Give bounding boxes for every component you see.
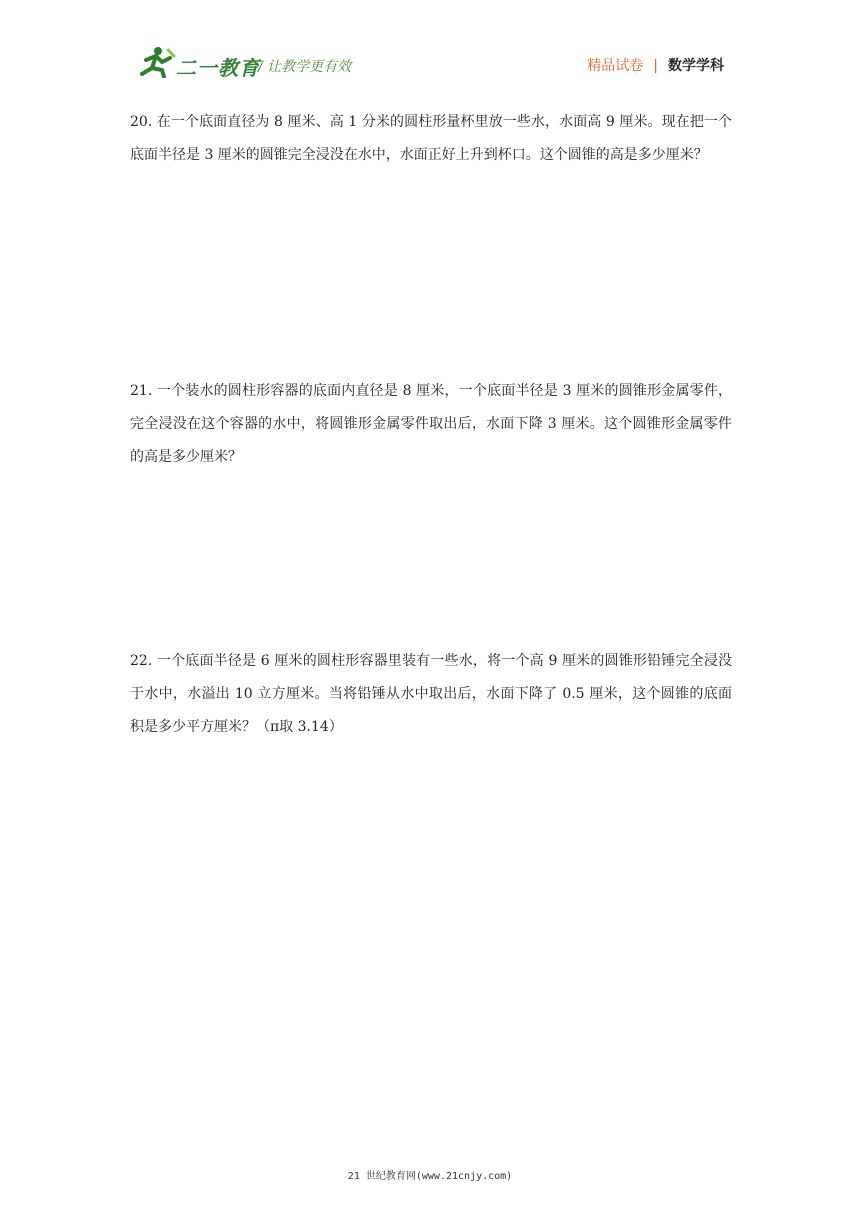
question-20: 20. 在一个底面直径为 8 厘米、高 1 分米的圆柱形量杯里放一些水，水面高 9 厘米。现在把一个底面半径是 3 厘米的圆锥完全浸没在水中，水面正好上升到杯口。这个圆锥的高是多少厘米？ — [130, 114, 732, 163]
tag-separator: | — [653, 58, 658, 74]
page-footer: 21 世纪教育网(www.21cnjy.com) — [347, 1171, 513, 1182]
runner-logo-icon — [138, 46, 176, 78]
tag-premium: 精品试卷 — [587, 58, 644, 74]
question-22: 22. 一个底面半径是 6 厘米的圆柱形容器里装有一些水，将一个高 9 厘米的圆锥形铅锤完全浸没于水中，水溢出 10 立方厘米。当将铅锤从水中取出后，水面下降了 0.5 厘米，这个圆锥的底面积是多少平方厘米？（π取 3.14） — [130, 653, 732, 735]
page-header — [0, 0, 860, 90]
tag-subject: 数学学科 — [668, 58, 724, 74]
slogan: / 让教学更有效 — [258, 59, 352, 75]
logo-text: 二一教育 — [176, 56, 260, 80]
question-21: 21. 一个装水的圆柱形容器的底面内直径是 8 厘米，一个底面半径是 3 厘米的圆锥形金属零件，完全浸没在这个容器的水中，将圆锥形金属零件取出后，水面下降 3 厘米。这个圆锥形金属零件的高是多少厘米？ — [130, 383, 732, 465]
header-tags — [587, 55, 724, 75]
